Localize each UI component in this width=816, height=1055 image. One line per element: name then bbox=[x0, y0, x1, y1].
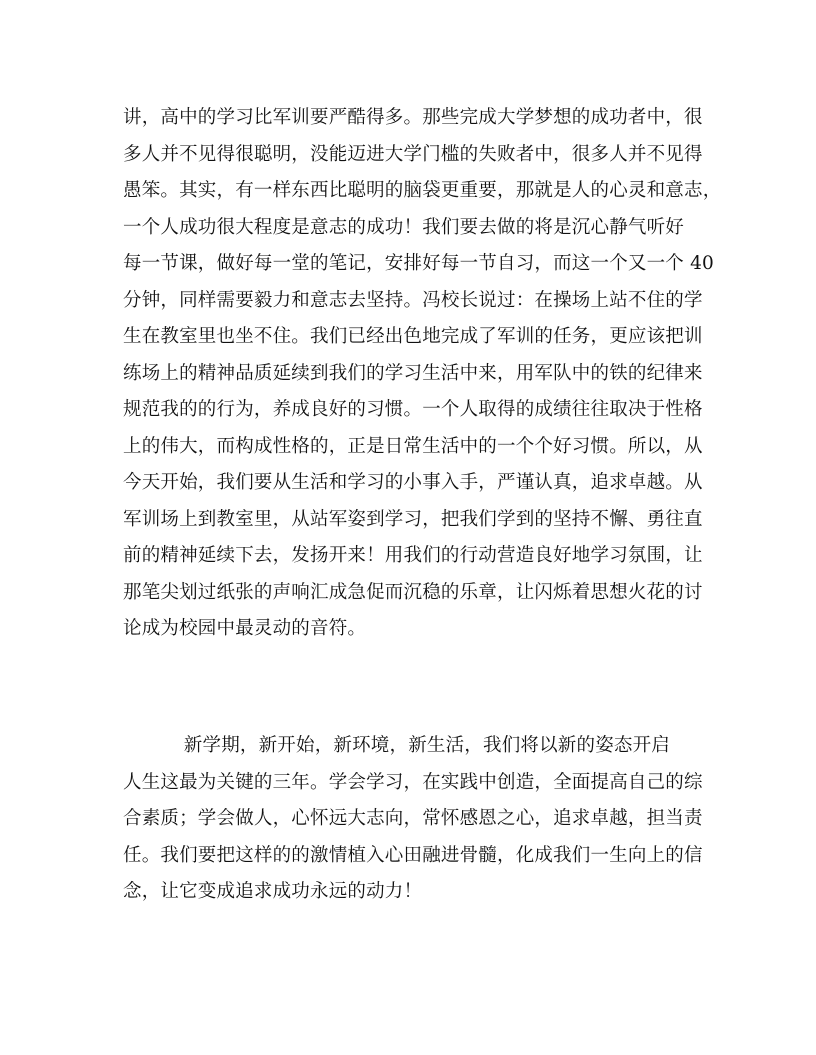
paragraph-line: 每一节课，做好每一堂的笔记，安排好每一节自习，而这一个又一个 40 bbox=[123, 253, 715, 274]
paragraph-line: 那笔尖划过纸张的声响汇成急促而沉稳的乐章，让闪烁着思想火花的讨 bbox=[123, 581, 703, 603]
paragraph-line: 今天开始，我们要从生活和学习的小事入手，严谨认真，追求卓越。从 bbox=[123, 472, 703, 493]
paragraph-line: 分钟，同样需要毅力和意志去坚持。冯校长说过：在操场上站不住的学 bbox=[123, 289, 703, 311]
paragraph-line: 生在教室里也坐不住。我们已经出色地完成了军训的任务，更应该把训 bbox=[123, 326, 703, 347]
paragraph-line: 多人并不见得很聪明，没能迈进大学门槛的失败者中，很多人并不见得 bbox=[123, 143, 703, 165]
paragraph-line: 人生这最为关键的三年。学会学习，在实践中创造，全面提高自己的综 bbox=[123, 771, 703, 793]
paragraph-line: 论成为校园中最灵动的音符。 bbox=[123, 618, 367, 639]
paragraph-line: 愚笨。其实，有一样东西比聪明的脑袋更重要，那就是人的心灵和意志， bbox=[123, 180, 722, 201]
paragraph-line: 一个人成功很大程度是意志的成功！我们要去做的将是沉心静气听好 bbox=[123, 216, 685, 238]
paragraph-line: 上的伟大，而构成性格的，正是日常生活中的一个个好习惯。所以，从 bbox=[123, 435, 703, 457]
paragraph-line: 军训场上到教室里，从站军姿到学习，把我们学到的坚持不懈、勇往直 bbox=[123, 508, 703, 530]
paragraph-2 bbox=[123, 728, 703, 911]
paragraph-line: 前的精神延续下去，发扬开来！用我们的行动营造良好地学习氛围，让 bbox=[123, 545, 703, 566]
paragraph-line: 念，让它变成追求成功永远的动力！ bbox=[123, 881, 423, 902]
paragraph-1 bbox=[123, 100, 722, 648]
paragraph-line: 规范我的的行为，养成良好的习惯。一个人取得的成绩往往取决于性格 bbox=[123, 399, 703, 420]
paragraph-line: 练场上的精神品质延续到我们的学习生活中来，用军队中的铁的纪律来 bbox=[123, 362, 703, 384]
paragraph-line: 讲，高中的学习比军训要严酷得多。那些完成大学梦想的成功者中，很 bbox=[123, 107, 703, 128]
paragraph-line: 合素质；学会做人，心怀远大志向，常怀感恩之心，追求卓越，担当责 bbox=[123, 808, 703, 829]
paragraph-line: 任。我们要把这样的的激情植入心田融进骨髓，化成我们一生向上的信 bbox=[123, 844, 703, 866]
paragraph-line: 新学期，新开始，新环境，新生活，我们将以新的姿态开启 bbox=[123, 735, 671, 756]
